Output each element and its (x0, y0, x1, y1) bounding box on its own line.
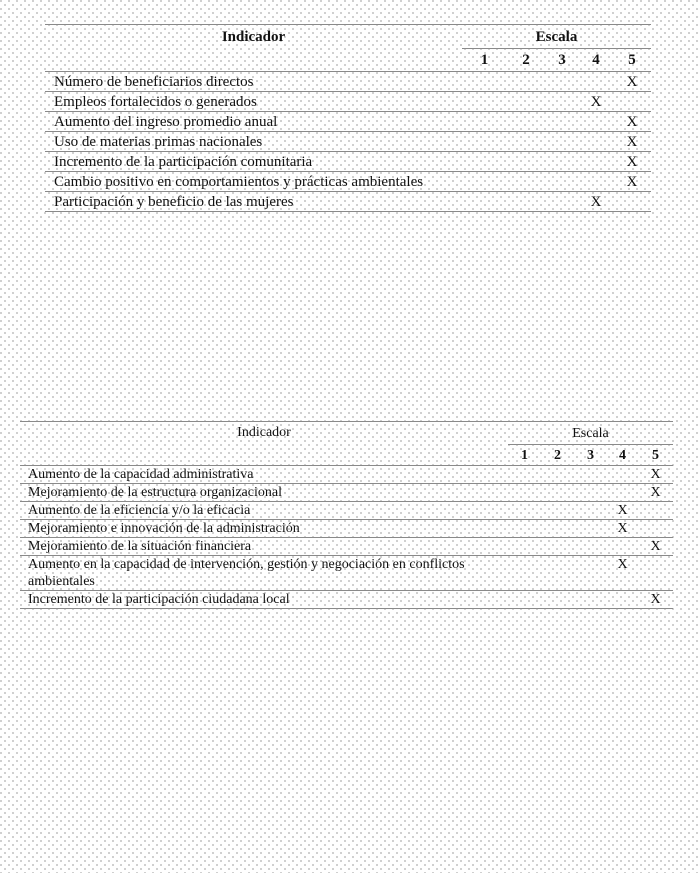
table-row (20, 538, 673, 556)
indicator-label: Aumento del ingreso promedio anual (45, 112, 462, 132)
scale-mark: X (613, 72, 651, 92)
scale-mark (638, 520, 673, 538)
indicator-label: Aumento de la capacidad administrativa (20, 466, 508, 484)
indicator-label (20, 556, 508, 591)
indicator-label: Incremento de la participación ciudadana local (20, 591, 508, 609)
scale-mark (508, 520, 541, 538)
scale-header-4: 4 (579, 49, 613, 72)
scale-mark (507, 112, 545, 132)
scale-mark: X (638, 591, 673, 609)
scale-header-1: 1 (508, 445, 541, 466)
indicator-column-header: Indicador (20, 422, 508, 466)
scale-mark (462, 152, 507, 172)
scale-mark (607, 466, 638, 484)
indicator-label: Cambio positivo en comportamientos y prácticas ambientales (45, 172, 462, 192)
scale-header-4: 4 (607, 445, 638, 466)
scale-mark (574, 466, 607, 484)
indicator-label: Empleos fortalecidos o generados (45, 92, 462, 112)
scale-mark: X (579, 92, 613, 112)
scale-mark (541, 502, 574, 520)
table-row (45, 152, 651, 172)
scale-mark: X (613, 132, 651, 152)
table-row (45, 92, 651, 112)
scale-mark (607, 538, 638, 556)
scale-mark (462, 172, 507, 192)
table-row (20, 484, 673, 502)
scale-mark: X (607, 556, 638, 591)
scale-mark (574, 556, 607, 591)
scale-mark (462, 112, 507, 132)
scale-mark: X (607, 502, 638, 520)
scale-mark (613, 92, 651, 112)
scale-mark (545, 92, 579, 112)
indicator-column-header: Indicador (45, 25, 462, 72)
scale-mark: X (613, 152, 651, 172)
scale-mark (579, 132, 613, 152)
scale-mark: X (607, 520, 638, 538)
table-row (20, 556, 673, 591)
scale-column-header: Escala (462, 25, 651, 49)
scale-mark (541, 520, 574, 538)
scale-mark (574, 520, 607, 538)
indicator-label: Participación y beneficio de las mujeres (45, 192, 462, 212)
scale-mark (545, 72, 579, 92)
scale-mark (638, 556, 673, 591)
scale-mark (507, 192, 545, 212)
indicator-label-text: Aumento en la capacidad de intervención, gestión y negociación en conflictos ambientales (28, 557, 465, 589)
scale-mark (545, 112, 579, 132)
table-row (20, 591, 673, 609)
scale-mark (508, 502, 541, 520)
scale-mark (579, 72, 613, 92)
scale-mark (462, 132, 507, 152)
indicator-label: Uso de materias primas nacionales (45, 132, 462, 152)
scale-mark (508, 466, 541, 484)
scale-mark (462, 72, 507, 92)
scale-mark (507, 72, 545, 92)
scale-mark (574, 591, 607, 609)
scale-mark (574, 484, 607, 502)
table-row (20, 466, 673, 484)
scale-mark (579, 172, 613, 192)
table-row (45, 192, 651, 212)
scale-mark (574, 502, 607, 520)
scale-mark (507, 172, 545, 192)
table-row (45, 172, 651, 192)
scale-mark (541, 556, 574, 591)
scale-mark (462, 92, 507, 112)
scale-column-header: Escala (508, 422, 673, 445)
scale-mark (508, 538, 541, 556)
indicator-scale-table-2 (20, 421, 673, 609)
scale-header-3: 3 (545, 49, 579, 72)
table-row (20, 502, 673, 520)
scale-mark (507, 152, 545, 172)
scale-mark (607, 484, 638, 502)
scale-mark (545, 172, 579, 192)
scale-mark: X (613, 172, 651, 192)
indicator-label: Mejoramiento de la situación financiera (20, 538, 508, 556)
scale-mark (545, 192, 579, 212)
scale-mark: X (579, 192, 613, 212)
scale-mark (545, 132, 579, 152)
scale-mark (579, 152, 613, 172)
scale-mark: X (638, 484, 673, 502)
scale-mark (607, 591, 638, 609)
indicator-label: Mejoramiento de la estructura organizacional (20, 484, 508, 502)
scale-header-3: 3 (574, 445, 607, 466)
scale-header-2: 2 (541, 445, 574, 466)
table-row (20, 520, 673, 538)
scale-header-5: 5 (613, 49, 651, 72)
scale-header-2: 2 (507, 49, 545, 72)
scale-mark (579, 112, 613, 132)
indicator-label: Mejoramiento e innovación de la administración (20, 520, 508, 538)
indicator-label: Aumento de la eficiencia y/o la eficacia (20, 502, 508, 520)
scale-mark: X (638, 538, 673, 556)
indicator-label: Número de beneficiarios directos (45, 72, 462, 92)
scale-mark (541, 591, 574, 609)
table-row (45, 112, 651, 132)
scale-mark (462, 192, 507, 212)
table-row (45, 72, 651, 92)
scale-mark (507, 132, 545, 152)
scale-mark (508, 556, 541, 591)
scale-mark (545, 152, 579, 172)
scale-mark (638, 502, 673, 520)
scale-mark: X (638, 466, 673, 484)
scale-mark (508, 484, 541, 502)
indicator-scale-table-1 (45, 24, 651, 212)
scale-mark: X (613, 112, 651, 132)
scale-mark (541, 538, 574, 556)
scale-mark (574, 538, 607, 556)
scale-mark (541, 484, 574, 502)
scale-mark (613, 192, 651, 212)
indicator-label: Incremento de la participación comunitaria (45, 152, 462, 172)
scale-mark (508, 591, 541, 609)
table-row (45, 132, 651, 152)
scale-header-1: 1 (462, 49, 507, 72)
scale-header-5: 5 (638, 445, 673, 466)
scale-mark (541, 466, 574, 484)
scale-mark (507, 92, 545, 112)
